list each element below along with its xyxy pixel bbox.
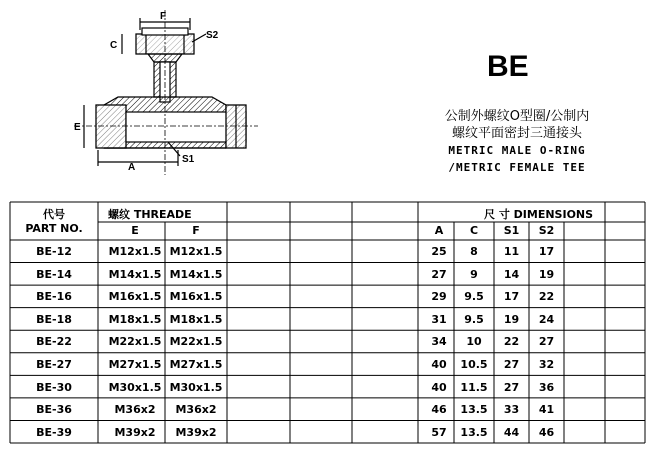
cell-s2: 46 (538, 425, 555, 439)
cell-c: 9 (470, 267, 478, 281)
col-header-C: C (469, 224, 479, 237)
cell-c: 8 (470, 245, 478, 258)
cell-s2: 32 (538, 358, 555, 371)
header-dimensions: 尺 寸 DIMENSIONS (484, 208, 594, 221)
label-E: E (74, 122, 81, 133)
cell-f: M39x2 (175, 425, 217, 439)
label-A: A (128, 162, 136, 173)
cell-c: 10 (466, 335, 482, 349)
cell-s1: 19 (503, 312, 520, 326)
cell-s2: 41 (538, 403, 555, 417)
cell-s2: 17 (538, 245, 555, 258)
label-F: F (160, 11, 167, 22)
cell-s2: 19 (538, 267, 555, 281)
cell-a: 27 (431, 267, 447, 281)
cell-a: 34 (431, 335, 447, 349)
cell-e: M16x1.5 (108, 290, 162, 304)
col-header-S2: S2 (538, 224, 555, 237)
cell-s2: 24 (538, 312, 555, 326)
cell-s1: 33 (503, 403, 520, 417)
cell-a: 57 (431, 425, 447, 439)
product-code: BE (487, 50, 529, 83)
label-S1: S1 (182, 154, 195, 165)
cell-part: BE-14 (36, 267, 72, 281)
cell-s1: 11 (503, 245, 520, 258)
cell-f: M30x1.5 (169, 380, 223, 394)
cell-s1: 14 (503, 267, 520, 281)
cell-a: 29 (431, 290, 447, 304)
cell-s1: 27 (503, 380, 520, 394)
title-cn-line1: 公制外螺纹O型圈/公制内 (444, 109, 590, 124)
title-cn-line2: 螺纹平面密封三通接头 (451, 126, 582, 141)
cell-a: 40 (431, 380, 447, 394)
title-en-line1: METRIC MALE O-RING (448, 144, 586, 157)
cell-a: 46 (431, 403, 447, 417)
cell-f: M36x2 (175, 403, 217, 417)
cell-f: M16x1.5 (169, 290, 223, 304)
cell-e: M27x1.5 (108, 358, 162, 371)
col-header-A: A (434, 224, 444, 237)
header-part-cn: 代号 (43, 208, 65, 221)
cell-s2: 36 (538, 380, 555, 394)
cell-part: BE-39 (36, 425, 72, 439)
cell-c: 13.5 (460, 403, 488, 417)
cell-part: BE-22 (36, 335, 72, 349)
title-en-line2: /METRIC FEMALE TEE (448, 161, 586, 174)
cell-e: M22x1.5 (108, 335, 162, 349)
cell-s2: 27 (538, 335, 555, 349)
cell-part: BE-18 (36, 312, 72, 326)
cell-a: 25 (431, 245, 447, 258)
cell-f: M14x1.5 (169, 267, 223, 281)
label-S2: S2 (206, 30, 219, 41)
cell-c: 9.5 (464, 290, 484, 304)
cell-e: M36x2 (114, 403, 156, 417)
cell-a: 40 (431, 358, 447, 371)
cell-part: BE-16 (36, 290, 72, 304)
cell-s1: 22 (503, 335, 520, 349)
cell-e: M30x1.5 (108, 380, 162, 394)
cell-c: 11.5 (460, 380, 488, 394)
cell-e: M18x1.5 (108, 312, 162, 326)
cell-part: BE-36 (36, 403, 72, 417)
cell-c: 10.5 (460, 358, 488, 371)
cell-f: M12x1.5 (169, 245, 223, 258)
cell-s1: 27 (503, 358, 520, 371)
cell-e: M12x1.5 (108, 245, 162, 258)
cell-s2: 22 (538, 290, 555, 304)
cell-part: BE-12 (36, 245, 72, 258)
cell-part: BE-30 (36, 380, 72, 394)
cell-s1: 44 (503, 425, 520, 439)
cell-part: BE-27 (36, 358, 72, 371)
cell-e: M14x1.5 (108, 267, 162, 281)
cell-a: 31 (431, 312, 447, 326)
cell-f: M18x1.5 (169, 312, 223, 326)
cell-e: M39x2 (114, 425, 156, 439)
header-part-en: PART NO. (25, 222, 83, 235)
header-thread: 螺纹 THREADE (108, 208, 192, 221)
label-C: C (110, 40, 118, 51)
cell-c: 13.5 (460, 425, 488, 439)
col-header-F: F (192, 224, 200, 237)
cell-c: 9.5 (464, 312, 484, 326)
cell-s1: 17 (503, 290, 520, 304)
col-header-S1: S1 (503, 224, 520, 237)
cell-f: M27x1.5 (169, 358, 223, 371)
cell-f: M22x1.5 (169, 335, 223, 349)
col-header-E: E (131, 224, 139, 237)
